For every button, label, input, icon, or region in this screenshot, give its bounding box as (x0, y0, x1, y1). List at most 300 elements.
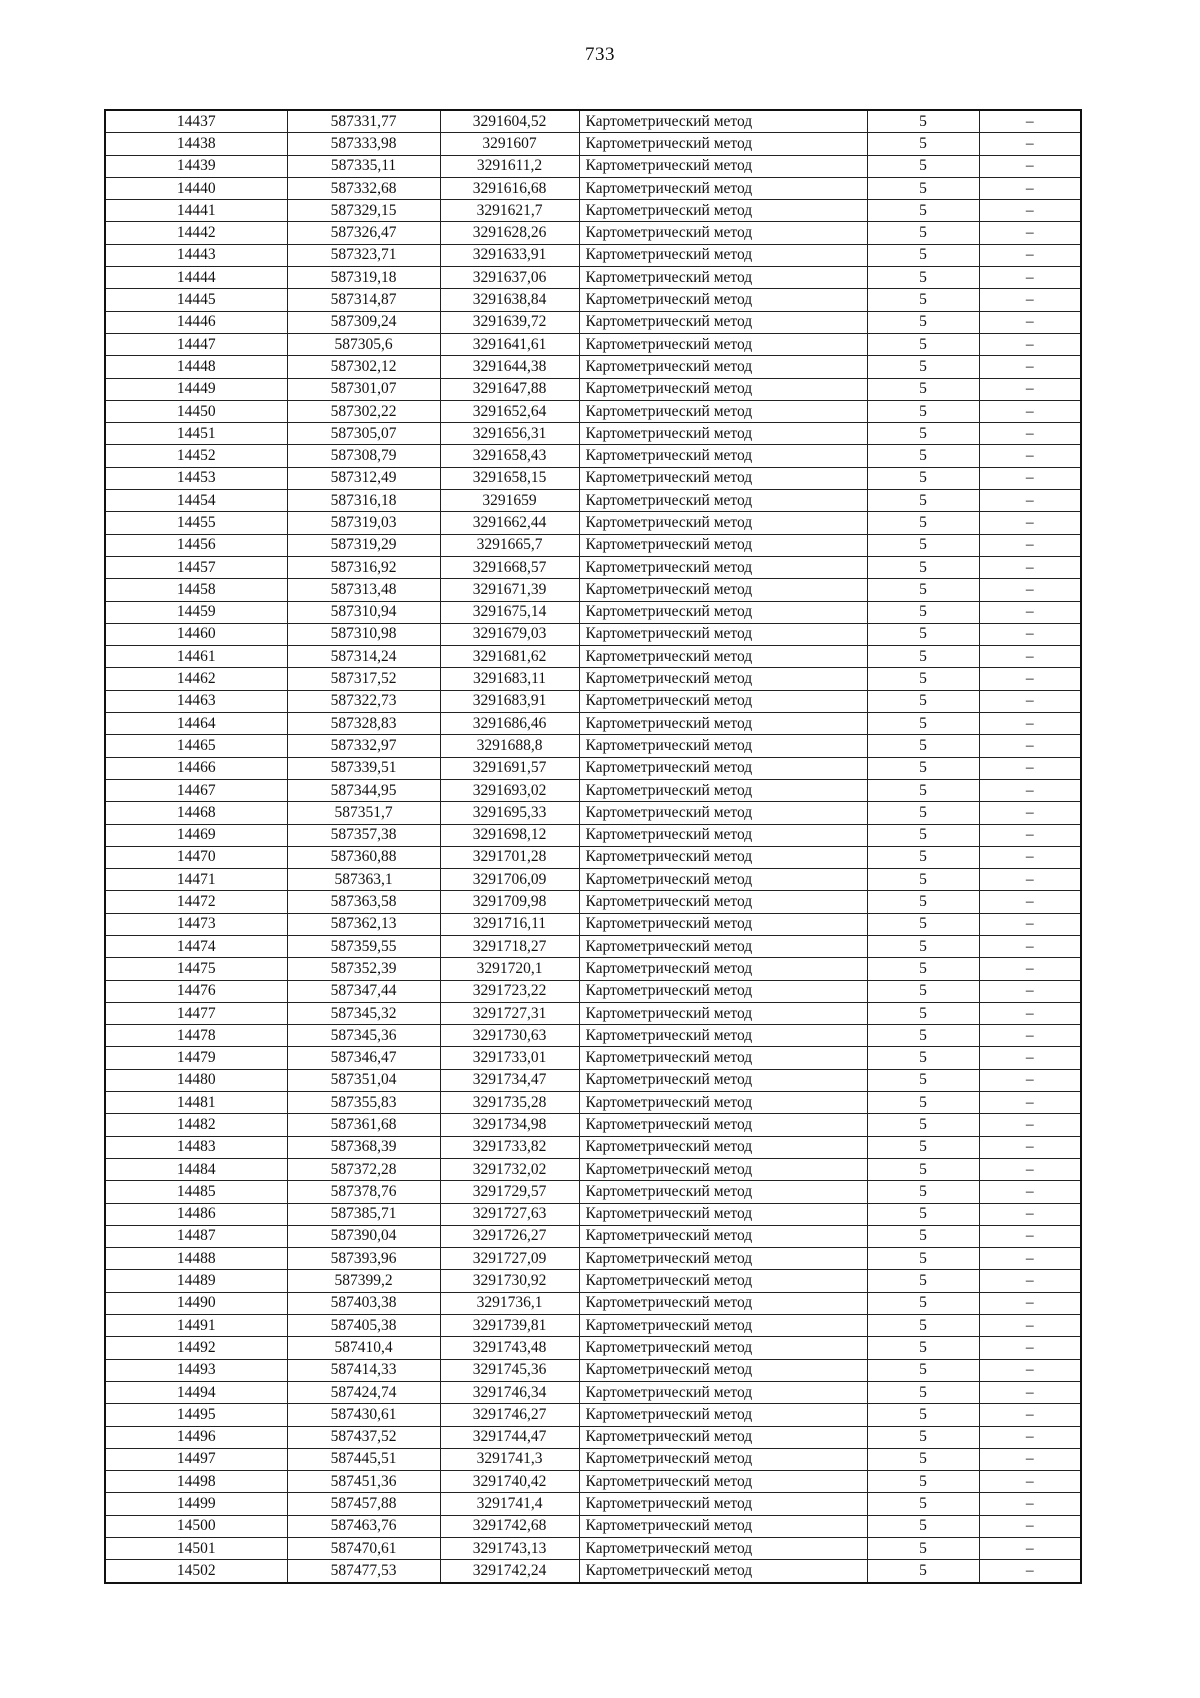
accuracy-cell: 5 (867, 891, 979, 913)
method-cell: Картометрический метод (579, 356, 867, 378)
x-coordinate-cell: 587302,12 (287, 356, 440, 378)
method-cell: Картометрический метод (579, 1203, 867, 1225)
accuracy-cell: 5 (867, 601, 979, 623)
point-number-cell: 14495 (105, 1404, 287, 1426)
method-cell: Картометрический метод (579, 1158, 867, 1180)
y-coordinate-cell: 3291746,34 (440, 1381, 579, 1403)
point-number-cell: 14452 (105, 445, 287, 467)
point-number-cell: 14497 (105, 1448, 287, 1470)
method-cell: Картометрический метод (579, 980, 867, 1002)
table-row (105, 1493, 1081, 1515)
y-coordinate-cell: 3291647,88 (440, 378, 579, 400)
point-number-cell: 14457 (105, 556, 287, 578)
y-coordinate-cell: 3291744,47 (440, 1426, 579, 1448)
x-coordinate-cell: 587310,98 (287, 623, 440, 645)
note-cell: – (979, 1270, 1081, 1292)
note-cell: – (979, 1381, 1081, 1403)
note-cell: – (979, 200, 1081, 222)
table-row (105, 1136, 1081, 1158)
table-row (105, 1359, 1081, 1381)
note-cell: – (979, 1493, 1081, 1515)
method-cell: Картометрический метод (579, 913, 867, 935)
y-coordinate-cell: 3291727,09 (440, 1248, 579, 1270)
note-cell: – (979, 713, 1081, 735)
accuracy-cell: 5 (867, 267, 979, 289)
point-number-cell: 14437 (105, 110, 287, 133)
table-row (105, 133, 1081, 155)
method-cell: Картометрический метод (579, 512, 867, 534)
x-coordinate-cell: 587363,1 (287, 869, 440, 891)
table-row (105, 356, 1081, 378)
method-cell: Картометрический метод (579, 1359, 867, 1381)
x-coordinate-cell: 587317,52 (287, 668, 440, 690)
y-coordinate-cell: 3291730,63 (440, 1025, 579, 1047)
note-cell: – (979, 110, 1081, 133)
note-cell: – (979, 824, 1081, 846)
x-coordinate-cell: 587360,88 (287, 846, 440, 868)
y-coordinate-cell: 3291741,3 (440, 1448, 579, 1470)
method-cell: Картометрический метод (579, 646, 867, 668)
accuracy-cell: 5 (867, 1225, 979, 1247)
table-row (105, 1404, 1081, 1426)
table-row (105, 980, 1081, 1002)
x-coordinate-cell: 587305,6 (287, 333, 440, 355)
note-cell: – (979, 579, 1081, 601)
accuracy-cell: 5 (867, 846, 979, 868)
accuracy-cell: 5 (867, 556, 979, 578)
x-coordinate-cell: 587430,61 (287, 1404, 440, 1426)
note-cell: – (979, 958, 1081, 980)
accuracy-cell: 5 (867, 913, 979, 935)
x-coordinate-cell: 587355,83 (287, 1092, 440, 1114)
point-number-cell: 14461 (105, 646, 287, 668)
x-coordinate-cell: 587399,2 (287, 1270, 440, 1292)
note-cell: – (979, 779, 1081, 801)
table-row (105, 378, 1081, 400)
method-cell: Картометрический метод (579, 1426, 867, 1448)
point-number-cell: 14451 (105, 423, 287, 445)
point-number-cell: 14462 (105, 668, 287, 690)
method-cell: Картометрический метод (579, 1270, 867, 1292)
accuracy-cell: 5 (867, 1069, 979, 1091)
method-cell: Картометрический метод (579, 958, 867, 980)
note-cell: – (979, 289, 1081, 311)
point-number-cell: 14465 (105, 735, 287, 757)
table-row (105, 222, 1081, 244)
accuracy-cell: 5 (867, 1381, 979, 1403)
x-coordinate-cell: 587316,18 (287, 490, 440, 512)
accuracy-cell: 5 (867, 1515, 979, 1537)
method-cell: Картометрический метод (579, 155, 867, 177)
y-coordinate-cell: 3291652,64 (440, 400, 579, 422)
method-cell: Картометрический метод (579, 713, 867, 735)
table-row (105, 1448, 1081, 1470)
x-coordinate-cell: 587322,73 (287, 690, 440, 712)
table-row (105, 1471, 1081, 1493)
point-number-cell: 14463 (105, 690, 287, 712)
x-coordinate-cell: 587347,44 (287, 980, 440, 1002)
accuracy-cell: 5 (867, 1181, 979, 1203)
table-row (105, 155, 1081, 177)
note-cell: – (979, 1248, 1081, 1270)
method-cell: Картометрический метод (579, 400, 867, 422)
method-cell: Картометрический метод (579, 378, 867, 400)
y-coordinate-cell: 3291637,06 (440, 267, 579, 289)
y-coordinate-cell: 3291611,2 (440, 155, 579, 177)
method-cell: Картометрический метод (579, 1248, 867, 1270)
y-coordinate-cell: 3291698,12 (440, 824, 579, 846)
note-cell: – (979, 646, 1081, 668)
note-cell: – (979, 1359, 1081, 1381)
accuracy-cell: 5 (867, 1047, 979, 1069)
accuracy-cell: 5 (867, 155, 979, 177)
table-row (105, 935, 1081, 957)
method-cell: Картометрический метод (579, 1181, 867, 1203)
y-coordinate-cell: 3291662,44 (440, 512, 579, 534)
note-cell: – (979, 244, 1081, 266)
point-number-cell: 14443 (105, 244, 287, 266)
y-coordinate-cell: 3291607 (440, 133, 579, 155)
note-cell: – (979, 1515, 1081, 1537)
y-coordinate-cell: 3291693,02 (440, 779, 579, 801)
x-coordinate-cell: 587312,49 (287, 467, 440, 489)
method-cell: Картометрический метод (579, 1515, 867, 1537)
page-number: 733 (585, 44, 615, 65)
x-coordinate-cell: 587319,29 (287, 534, 440, 556)
accuracy-cell: 5 (867, 579, 979, 601)
accuracy-cell: 5 (867, 757, 979, 779)
table-row (105, 1047, 1081, 1069)
point-number-cell: 14499 (105, 1493, 287, 1515)
x-coordinate-cell: 587359,55 (287, 935, 440, 957)
y-coordinate-cell: 3291658,43 (440, 445, 579, 467)
note-cell: – (979, 735, 1081, 757)
x-coordinate-cell: 587326,47 (287, 222, 440, 244)
note-cell: – (979, 869, 1081, 891)
y-coordinate-cell: 3291723,22 (440, 980, 579, 1002)
point-number-cell: 14447 (105, 333, 287, 355)
x-coordinate-cell: 587372,28 (287, 1158, 440, 1180)
method-cell: Картометрический метод (579, 846, 867, 868)
table-row (105, 1315, 1081, 1337)
table-row (105, 646, 1081, 668)
x-coordinate-cell: 587410,4 (287, 1337, 440, 1359)
table-row (105, 1560, 1081, 1583)
accuracy-cell: 5 (867, 935, 979, 957)
accuracy-cell: 5 (867, 1560, 979, 1583)
method-cell: Картометрический метод (579, 1538, 867, 1560)
point-number-cell: 14469 (105, 824, 287, 846)
table-row (105, 467, 1081, 489)
point-number-cell: 14446 (105, 311, 287, 333)
table-row (105, 1381, 1081, 1403)
y-coordinate-cell: 3291658,15 (440, 467, 579, 489)
point-number-cell: 14494 (105, 1381, 287, 1403)
y-coordinate-cell: 3291729,57 (440, 1181, 579, 1203)
y-coordinate-cell: 3291742,24 (440, 1560, 579, 1583)
table-row (105, 1181, 1081, 1203)
note-cell: – (979, 467, 1081, 489)
point-number-cell: 14480 (105, 1069, 287, 1091)
y-coordinate-cell: 3291688,8 (440, 735, 579, 757)
note-cell: – (979, 1560, 1081, 1583)
y-coordinate-cell: 3291638,84 (440, 289, 579, 311)
x-coordinate-cell: 587301,07 (287, 378, 440, 400)
table-row (105, 1025, 1081, 1047)
accuracy-cell: 5 (867, 1493, 979, 1515)
method-cell: Картометрический метод (579, 601, 867, 623)
x-coordinate-cell: 587314,24 (287, 646, 440, 668)
table-row (105, 512, 1081, 534)
method-cell: Картометрический метод (579, 534, 867, 556)
method-cell: Картометрический метод (579, 1292, 867, 1314)
note-cell: – (979, 356, 1081, 378)
x-coordinate-cell: 587405,38 (287, 1315, 440, 1337)
y-coordinate-cell: 3291716,11 (440, 913, 579, 935)
table-row (105, 110, 1081, 133)
note-cell: – (979, 1426, 1081, 1448)
y-coordinate-cell: 3291656,31 (440, 423, 579, 445)
method-cell: Картометрический метод (579, 1560, 867, 1583)
coordinates-table-body (105, 110, 1081, 1583)
table-row (105, 289, 1081, 311)
y-coordinate-cell: 3291639,72 (440, 311, 579, 333)
y-coordinate-cell: 3291746,27 (440, 1404, 579, 1426)
y-coordinate-cell: 3291706,09 (440, 869, 579, 891)
table-row (105, 891, 1081, 913)
accuracy-cell: 5 (867, 802, 979, 824)
note-cell: – (979, 935, 1081, 957)
x-coordinate-cell: 587385,71 (287, 1203, 440, 1225)
accuracy-cell: 5 (867, 356, 979, 378)
accuracy-cell: 5 (867, 1315, 979, 1337)
point-number-cell: 14466 (105, 757, 287, 779)
point-number-cell: 14464 (105, 713, 287, 735)
x-coordinate-cell: 587305,07 (287, 423, 440, 445)
method-cell: Картометрический метод (579, 1092, 867, 1114)
note-cell: – (979, 1025, 1081, 1047)
x-coordinate-cell: 587308,79 (287, 445, 440, 467)
table-row (105, 1203, 1081, 1225)
y-coordinate-cell: 3291736,1 (440, 1292, 579, 1314)
method-cell: Картометрический метод (579, 1448, 867, 1470)
x-coordinate-cell: 587345,36 (287, 1025, 440, 1047)
note-cell: – (979, 1448, 1081, 1470)
note-cell: – (979, 668, 1081, 690)
accuracy-cell: 5 (867, 1158, 979, 1180)
accuracy-cell: 5 (867, 1248, 979, 1270)
y-coordinate-cell: 3291726,27 (440, 1225, 579, 1247)
accuracy-cell: 5 (867, 1114, 979, 1136)
point-number-cell: 14490 (105, 1292, 287, 1314)
y-coordinate-cell: 3291633,91 (440, 244, 579, 266)
note-cell: – (979, 534, 1081, 556)
table-row (105, 1292, 1081, 1314)
method-cell: Картометрический метод (579, 1114, 867, 1136)
method-cell: Картометрический метод (579, 1047, 867, 1069)
y-coordinate-cell: 3291741,4 (440, 1493, 579, 1515)
table-row (105, 1337, 1081, 1359)
accuracy-cell: 5 (867, 1203, 979, 1225)
note-cell: – (979, 445, 1081, 467)
accuracy-cell: 5 (867, 824, 979, 846)
note-cell: – (979, 1181, 1081, 1203)
method-cell: Картометрический метод (579, 333, 867, 355)
table-row (105, 490, 1081, 512)
point-number-cell: 14481 (105, 1092, 287, 1114)
x-coordinate-cell: 587403,38 (287, 1292, 440, 1314)
accuracy-cell: 5 (867, 110, 979, 133)
y-coordinate-cell: 3291659 (440, 490, 579, 512)
point-number-cell: 14493 (105, 1359, 287, 1381)
table-row (105, 1092, 1081, 1114)
table-row (105, 824, 1081, 846)
point-number-cell: 14470 (105, 846, 287, 868)
x-coordinate-cell: 587477,53 (287, 1560, 440, 1583)
point-number-cell: 14445 (105, 289, 287, 311)
point-number-cell: 14448 (105, 356, 287, 378)
table-row (105, 1069, 1081, 1091)
point-number-cell: 14458 (105, 579, 287, 601)
accuracy-cell: 5 (867, 289, 979, 311)
table-row (105, 1002, 1081, 1024)
note-cell: – (979, 1002, 1081, 1024)
method-cell: Картометрический метод (579, 110, 867, 133)
accuracy-cell: 5 (867, 423, 979, 445)
point-number-cell: 14500 (105, 1515, 287, 1537)
table-row (105, 913, 1081, 935)
x-coordinate-cell: 587424,74 (287, 1381, 440, 1403)
accuracy-cell: 5 (867, 646, 979, 668)
x-coordinate-cell: 587451,36 (287, 1471, 440, 1493)
x-coordinate-cell: 587309,24 (287, 311, 440, 333)
table-row (105, 311, 1081, 333)
point-number-cell: 14492 (105, 1337, 287, 1359)
point-number-cell: 14478 (105, 1025, 287, 1047)
method-cell: Картометрический метод (579, 222, 867, 244)
point-number-cell: 14477 (105, 1002, 287, 1024)
table-row (105, 1114, 1081, 1136)
method-cell: Картометрический метод (579, 668, 867, 690)
accuracy-cell: 5 (867, 534, 979, 556)
accuracy-cell: 5 (867, 244, 979, 266)
note-cell: – (979, 155, 1081, 177)
method-cell: Картометрический метод (579, 779, 867, 801)
accuracy-cell: 5 (867, 1092, 979, 1114)
y-coordinate-cell: 3291735,28 (440, 1092, 579, 1114)
x-coordinate-cell: 587368,39 (287, 1136, 440, 1158)
accuracy-cell: 5 (867, 1136, 979, 1158)
accuracy-cell: 5 (867, 445, 979, 467)
point-number-cell: 14496 (105, 1426, 287, 1448)
note-cell: – (979, 757, 1081, 779)
note-cell: – (979, 846, 1081, 868)
method-cell: Картометрический метод (579, 690, 867, 712)
method-cell: Картометрический метод (579, 579, 867, 601)
x-coordinate-cell: 587344,95 (287, 779, 440, 801)
note-cell: – (979, 1292, 1081, 1314)
accuracy-cell: 5 (867, 400, 979, 422)
note-cell: – (979, 222, 1081, 244)
table-row (105, 177, 1081, 199)
table-row (105, 1515, 1081, 1537)
y-coordinate-cell: 3291644,38 (440, 356, 579, 378)
y-coordinate-cell: 3291695,33 (440, 802, 579, 824)
y-coordinate-cell: 3291727,63 (440, 1203, 579, 1225)
point-number-cell: 14453 (105, 467, 287, 489)
note-cell: – (979, 490, 1081, 512)
accuracy-cell: 5 (867, 378, 979, 400)
note-cell: – (979, 133, 1081, 155)
accuracy-cell: 5 (867, 690, 979, 712)
accuracy-cell: 5 (867, 311, 979, 333)
note-cell: – (979, 1471, 1081, 1493)
accuracy-cell: 5 (867, 980, 979, 1002)
point-number-cell: 14449 (105, 378, 287, 400)
note-cell: – (979, 980, 1081, 1002)
y-coordinate-cell: 3291733,82 (440, 1136, 579, 1158)
accuracy-cell: 5 (867, 779, 979, 801)
method-cell: Картометрический метод (579, 556, 867, 578)
point-number-cell: 14450 (105, 400, 287, 422)
method-cell: Картометрический метод (579, 869, 867, 891)
accuracy-cell: 5 (867, 1270, 979, 1292)
note-cell: – (979, 1047, 1081, 1069)
accuracy-cell: 5 (867, 958, 979, 980)
x-coordinate-cell: 587351,04 (287, 1069, 440, 1091)
x-coordinate-cell: 587313,48 (287, 579, 440, 601)
table-row (105, 690, 1081, 712)
x-coordinate-cell: 587362,13 (287, 913, 440, 935)
point-number-cell: 14475 (105, 958, 287, 980)
point-number-cell: 14486 (105, 1203, 287, 1225)
note-cell: – (979, 1337, 1081, 1359)
method-cell: Картометрический метод (579, 490, 867, 512)
accuracy-cell: 5 (867, 177, 979, 199)
y-coordinate-cell: 3291701,28 (440, 846, 579, 868)
method-cell: Картометрический метод (579, 1381, 867, 1403)
point-number-cell: 14476 (105, 980, 287, 1002)
point-number-cell: 14484 (105, 1158, 287, 1180)
y-coordinate-cell: 3291709,98 (440, 891, 579, 913)
y-coordinate-cell: 3291730,92 (440, 1270, 579, 1292)
y-coordinate-cell: 3291742,68 (440, 1515, 579, 1537)
table-row (105, 534, 1081, 556)
method-cell: Картометрический метод (579, 244, 867, 266)
y-coordinate-cell: 3291734,98 (440, 1114, 579, 1136)
note-cell: – (979, 311, 1081, 333)
point-number-cell: 14483 (105, 1136, 287, 1158)
table-row (105, 735, 1081, 757)
point-number-cell: 14440 (105, 177, 287, 199)
x-coordinate-cell: 587393,96 (287, 1248, 440, 1270)
x-coordinate-cell: 587332,68 (287, 177, 440, 199)
accuracy-cell: 5 (867, 1002, 979, 1024)
note-cell: – (979, 601, 1081, 623)
table-row (105, 1426, 1081, 1448)
x-coordinate-cell: 587363,58 (287, 891, 440, 913)
table-row (105, 445, 1081, 467)
method-cell: Картометрический метод (579, 1002, 867, 1024)
method-cell: Картометрический метод (579, 824, 867, 846)
table-row (105, 668, 1081, 690)
point-number-cell: 14489 (105, 1270, 287, 1292)
x-coordinate-cell: 587328,83 (287, 713, 440, 735)
y-coordinate-cell: 3291733,01 (440, 1047, 579, 1069)
x-coordinate-cell: 587319,03 (287, 512, 440, 534)
x-coordinate-cell: 587323,71 (287, 244, 440, 266)
method-cell: Картометрический метод (579, 1069, 867, 1091)
